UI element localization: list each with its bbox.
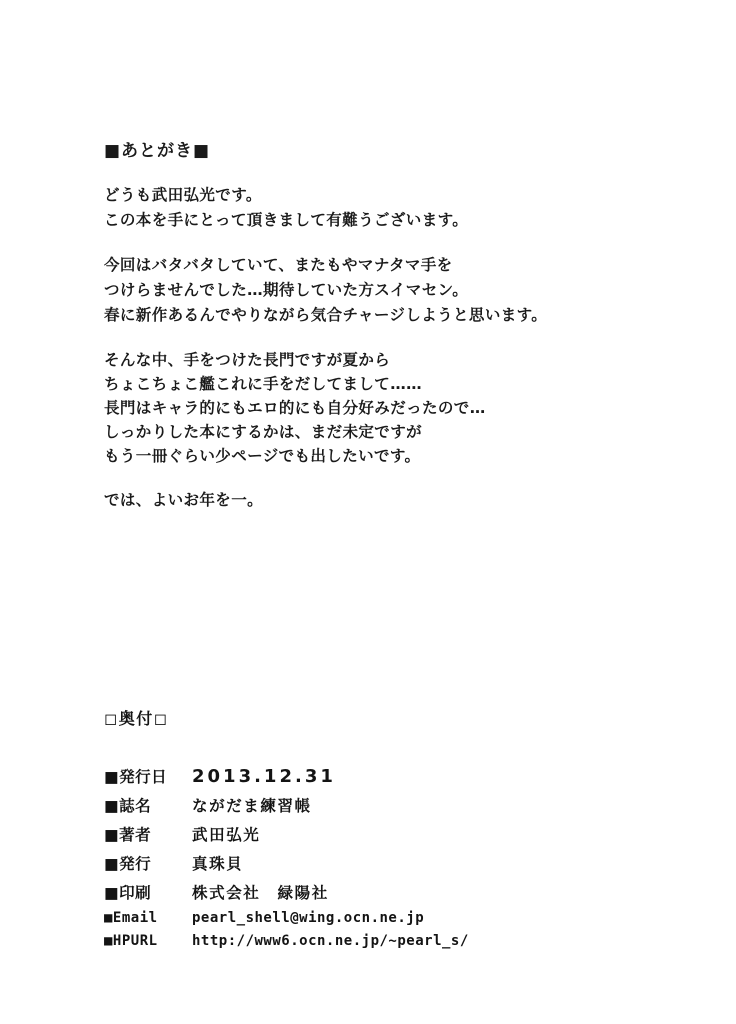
colophon-label: ■誌名 [104,797,152,815]
colophon-value: 2013.12.31 [192,766,336,787]
afterword-line: この本を手にとって頂きまして有難うございます。 [104,211,469,229]
afterword-line: では、よいお年を一。 [104,491,264,509]
colophon-value: 真珠貝 [192,855,244,873]
colophon-row-printer [104,881,674,903]
colophon-label: ■Email [104,910,158,926]
afterword-line: そんな中、手をつけた長門ですが夏から [104,351,391,369]
colophon-value: 武田弘光 [192,826,261,844]
colophon-title: ◻奥付◻ [104,709,169,728]
colophon-label: ■著者 [104,826,152,844]
colophon-value: http://www6.ocn.ne.jp/~pearl_s/ [192,933,469,949]
colophon-row-email [104,910,674,926]
colophon-value: 株式会社 緑陽社 [192,884,329,902]
colophon-row-publisher [104,852,674,874]
afterword-section [104,136,664,533]
colophon-label: ■発行日 [104,768,168,786]
afterword-paragraph [104,183,664,233]
colophon-section [104,706,674,956]
colophon-label: ■HPURL [104,933,158,949]
colophon-row-title [104,794,674,816]
colophon-row-homepage [104,933,674,949]
afterword-line: 春に新作あるんでやりながら気合チャージしようと思います。 [104,306,548,324]
colophon-value: pearl_shell@wing.ocn.ne.jp [192,910,425,926]
afterword-line: ちょこちょこ艦これに手をだしてまして…… [104,375,423,393]
colophon-rows [104,765,674,949]
afterword-heading: ■あとがき■ [104,141,211,161]
afterword-line: つけらませんでした…期待していた方スイマセン。 [104,281,469,299]
colophon-row-author [104,823,674,845]
afterword-line: 長門はキャラ的にもエロ的にも自分好みだったので… [104,399,486,417]
afterword-paragraph [104,348,664,468]
colophon-value: ながだま練習帳 [192,797,312,815]
colophon-row-publish-date [104,765,674,787]
afterword-line: しっかりした本にするかは、まだ未定ですが [104,423,423,441]
afterword-closing [104,488,664,513]
afterword-line: もう一冊ぐらい少ページでも出したいです。 [104,447,421,465]
colophon-label: ■印刷 [104,884,152,902]
colophon-label: ■発行 [104,855,152,873]
afterword-line: どうも武田弘光です。 [104,186,262,204]
afterword-paragraph [104,253,664,328]
afterword-line: 今回はバタバタしていて、またもやマナタマ手を [104,256,453,274]
